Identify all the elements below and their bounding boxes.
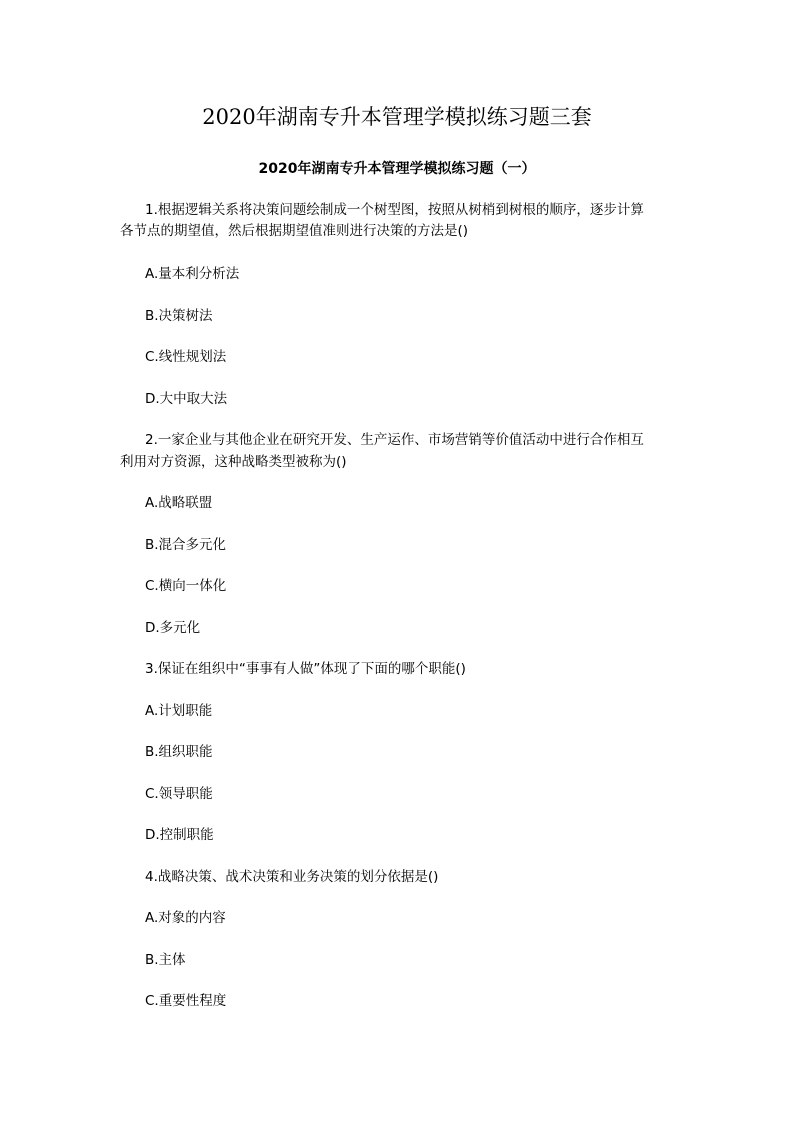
question-1-option-c: C.线性规划法: [145, 349, 227, 365]
question-2-stem-line-2: 利用对方资源，这种战略类型被称为(): [120, 454, 347, 470]
question-4-stem-line-1: 4.战略决策、战术决策和业务决策的划分依据是(): [145, 869, 439, 885]
question-4-option-a: A.对象的内容: [145, 910, 226, 926]
question-1-option-b: B.决策树法: [145, 308, 213, 324]
question-2-option-b: B.混合多元化: [145, 537, 227, 553]
question-3-stem-line-1: 3.保证在组织中“事事有人做”体现了下面的哪个职能(): [145, 661, 466, 677]
question-1-option-d: D.大中取大法: [145, 391, 228, 407]
question-1-stem-line-2: 各节点的期望值，然后根据期望值准则进行决策的方法是(): [120, 223, 469, 239]
question-2-stem-line-1: 2.一家企业与其他企业在研究开发、生产运作、市场营销等价值活动中进行合作相互: [145, 432, 644, 448]
question-3-option-b: B.组织职能: [145, 744, 213, 760]
question-2-option-c: C.横向一体化: [145, 578, 227, 594]
question-3-option-d: D.控制职能: [145, 827, 214, 843]
document-title: 2020年湖南专升本管理学模拟练习题三套: [202, 105, 592, 129]
section-title: 2020年湖南专升本管理学模拟练习题（一）: [258, 161, 536, 177]
question-4-option-b: B.主体: [145, 952, 186, 968]
question-4-option-c: C.重要性程度: [145, 993, 227, 1009]
question-1-stem-line-1: 1.根据逻辑关系将决策问题绘制成一个树型图，按照从树梢到树根的顺序，逐步计算: [145, 202, 644, 218]
question-3-option-a: A.计划职能: [145, 703, 213, 719]
question-2-option-a: A.战略联盟: [145, 495, 213, 511]
question-2-option-d: D.多元化: [145, 620, 201, 636]
question-1-option-a: A.量本利分析法: [145, 266, 240, 282]
question-3-option-c: C.领导职能: [145, 786, 213, 802]
